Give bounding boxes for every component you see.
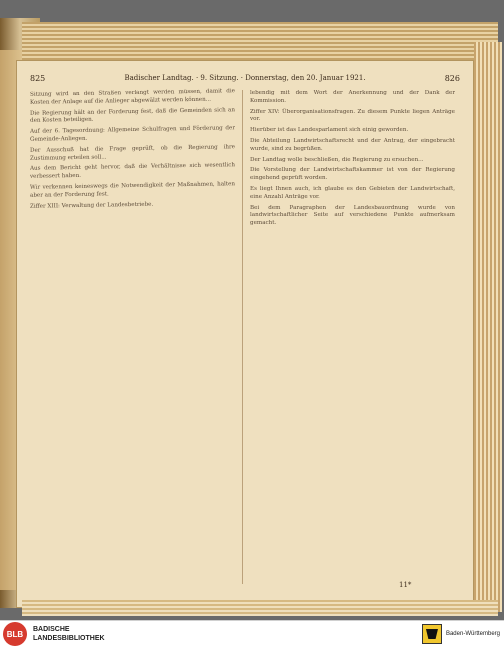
bw-branding[interactable] [422, 624, 500, 644]
page-number-right: 826 [444, 73, 460, 83]
right-paragraph: lebendig mit dem Wort der Anerkennung und der Dank der Kommission. [250, 90, 455, 104]
left-paragraph: Auf der 6. Tagesordnung: Allgemeine Schulfragen und Förderung der Gemeinde-Anliegen. [30, 125, 235, 143]
running-title: Badischer Landtag. · 9. Sitzung. · Donnerstag, den 20. Januar 1921. [124, 74, 366, 82]
left-paragraph: Die Regierung hält an der Forderung fest, daß die Gemeinden sich an den Kosten beteiligen. [30, 106, 235, 125]
page-number-left: 825 [30, 73, 46, 83]
page-top-edge [22, 22, 498, 62]
page-right-edge [474, 42, 502, 612]
right-paragraph: Die Abteilung Landwirtschaftsrecht und der Antrag, der eingebracht wurde, sind zu begrüßen. [250, 137, 455, 152]
right-paragraph: Ziffer XIV: Überorganisationsfragen. Zu diesem Punkte liegen Anträge vor. [250, 108, 455, 123]
page-bottom-edge [22, 600, 498, 616]
page-signature: 11* [399, 581, 412, 589]
library-footer [0, 620, 504, 647]
left-paragraph: Wir verkennen keineswegs die Notwendigkeit der Maßnahmen, halten aber an der Forderung fest. [30, 181, 235, 199]
left-paragraph: Der Ausschuß hat die Frage geprüft, ob die Regierung ihre Zustimmung erteilen soll... [30, 143, 235, 162]
blb-line-1: BADISCHE [33, 626, 70, 633]
coat-of-arms-icon [422, 624, 442, 644]
right-paragraph: Bei dem Paragraphen der Landesbauordnung wurde von landwirtschaftlicher Seite auf verschiedene Punkte aufmerksam gemacht. [250, 204, 455, 227]
left-paragraph: Aus dem Bericht geht hervor, daß die Verhältnisse sich wesentlich verbessert haben. [30, 162, 235, 180]
left-paragraph: Ziffer XIII: Verwaltung der Landesbetriebe. [30, 201, 154, 210]
blb-wordmark[interactable] [33, 625, 105, 643]
right-paragraph: Der Landtag wolle beschließen, die Regierung zu ersuchen... [250, 156, 424, 163]
column-divider [242, 90, 243, 584]
bw-label: Baden-Württemberg [445, 631, 500, 637]
blb-logo-icon[interactable]: BLB [3, 622, 27, 646]
left-paragraph: Sitzung wird an den Straßen verlangt werden müssen, damit die Kosten der Anlage auf die Anlieger abgewälzt werden können... [30, 88, 235, 106]
right-paragraph: Es liegt Ihnen auch, ich glaube es den Gebieten der Landwirtschaft, eine Anzahl Anträge vor. [250, 185, 455, 200]
right-text-column [250, 90, 455, 590]
right-paragraph: Die Vorstellung der Landwirtschaftskammer ist von der Regierung eingehend geprüft worden. [250, 167, 455, 182]
right-paragraph: Hierüber ist das Landesparlament sich einig geworden. [250, 127, 409, 134]
page-header [30, 70, 460, 86]
blb-line-2: LANDESBIBLIOTHEK [33, 635, 105, 642]
left-text-column [30, 88, 235, 592]
